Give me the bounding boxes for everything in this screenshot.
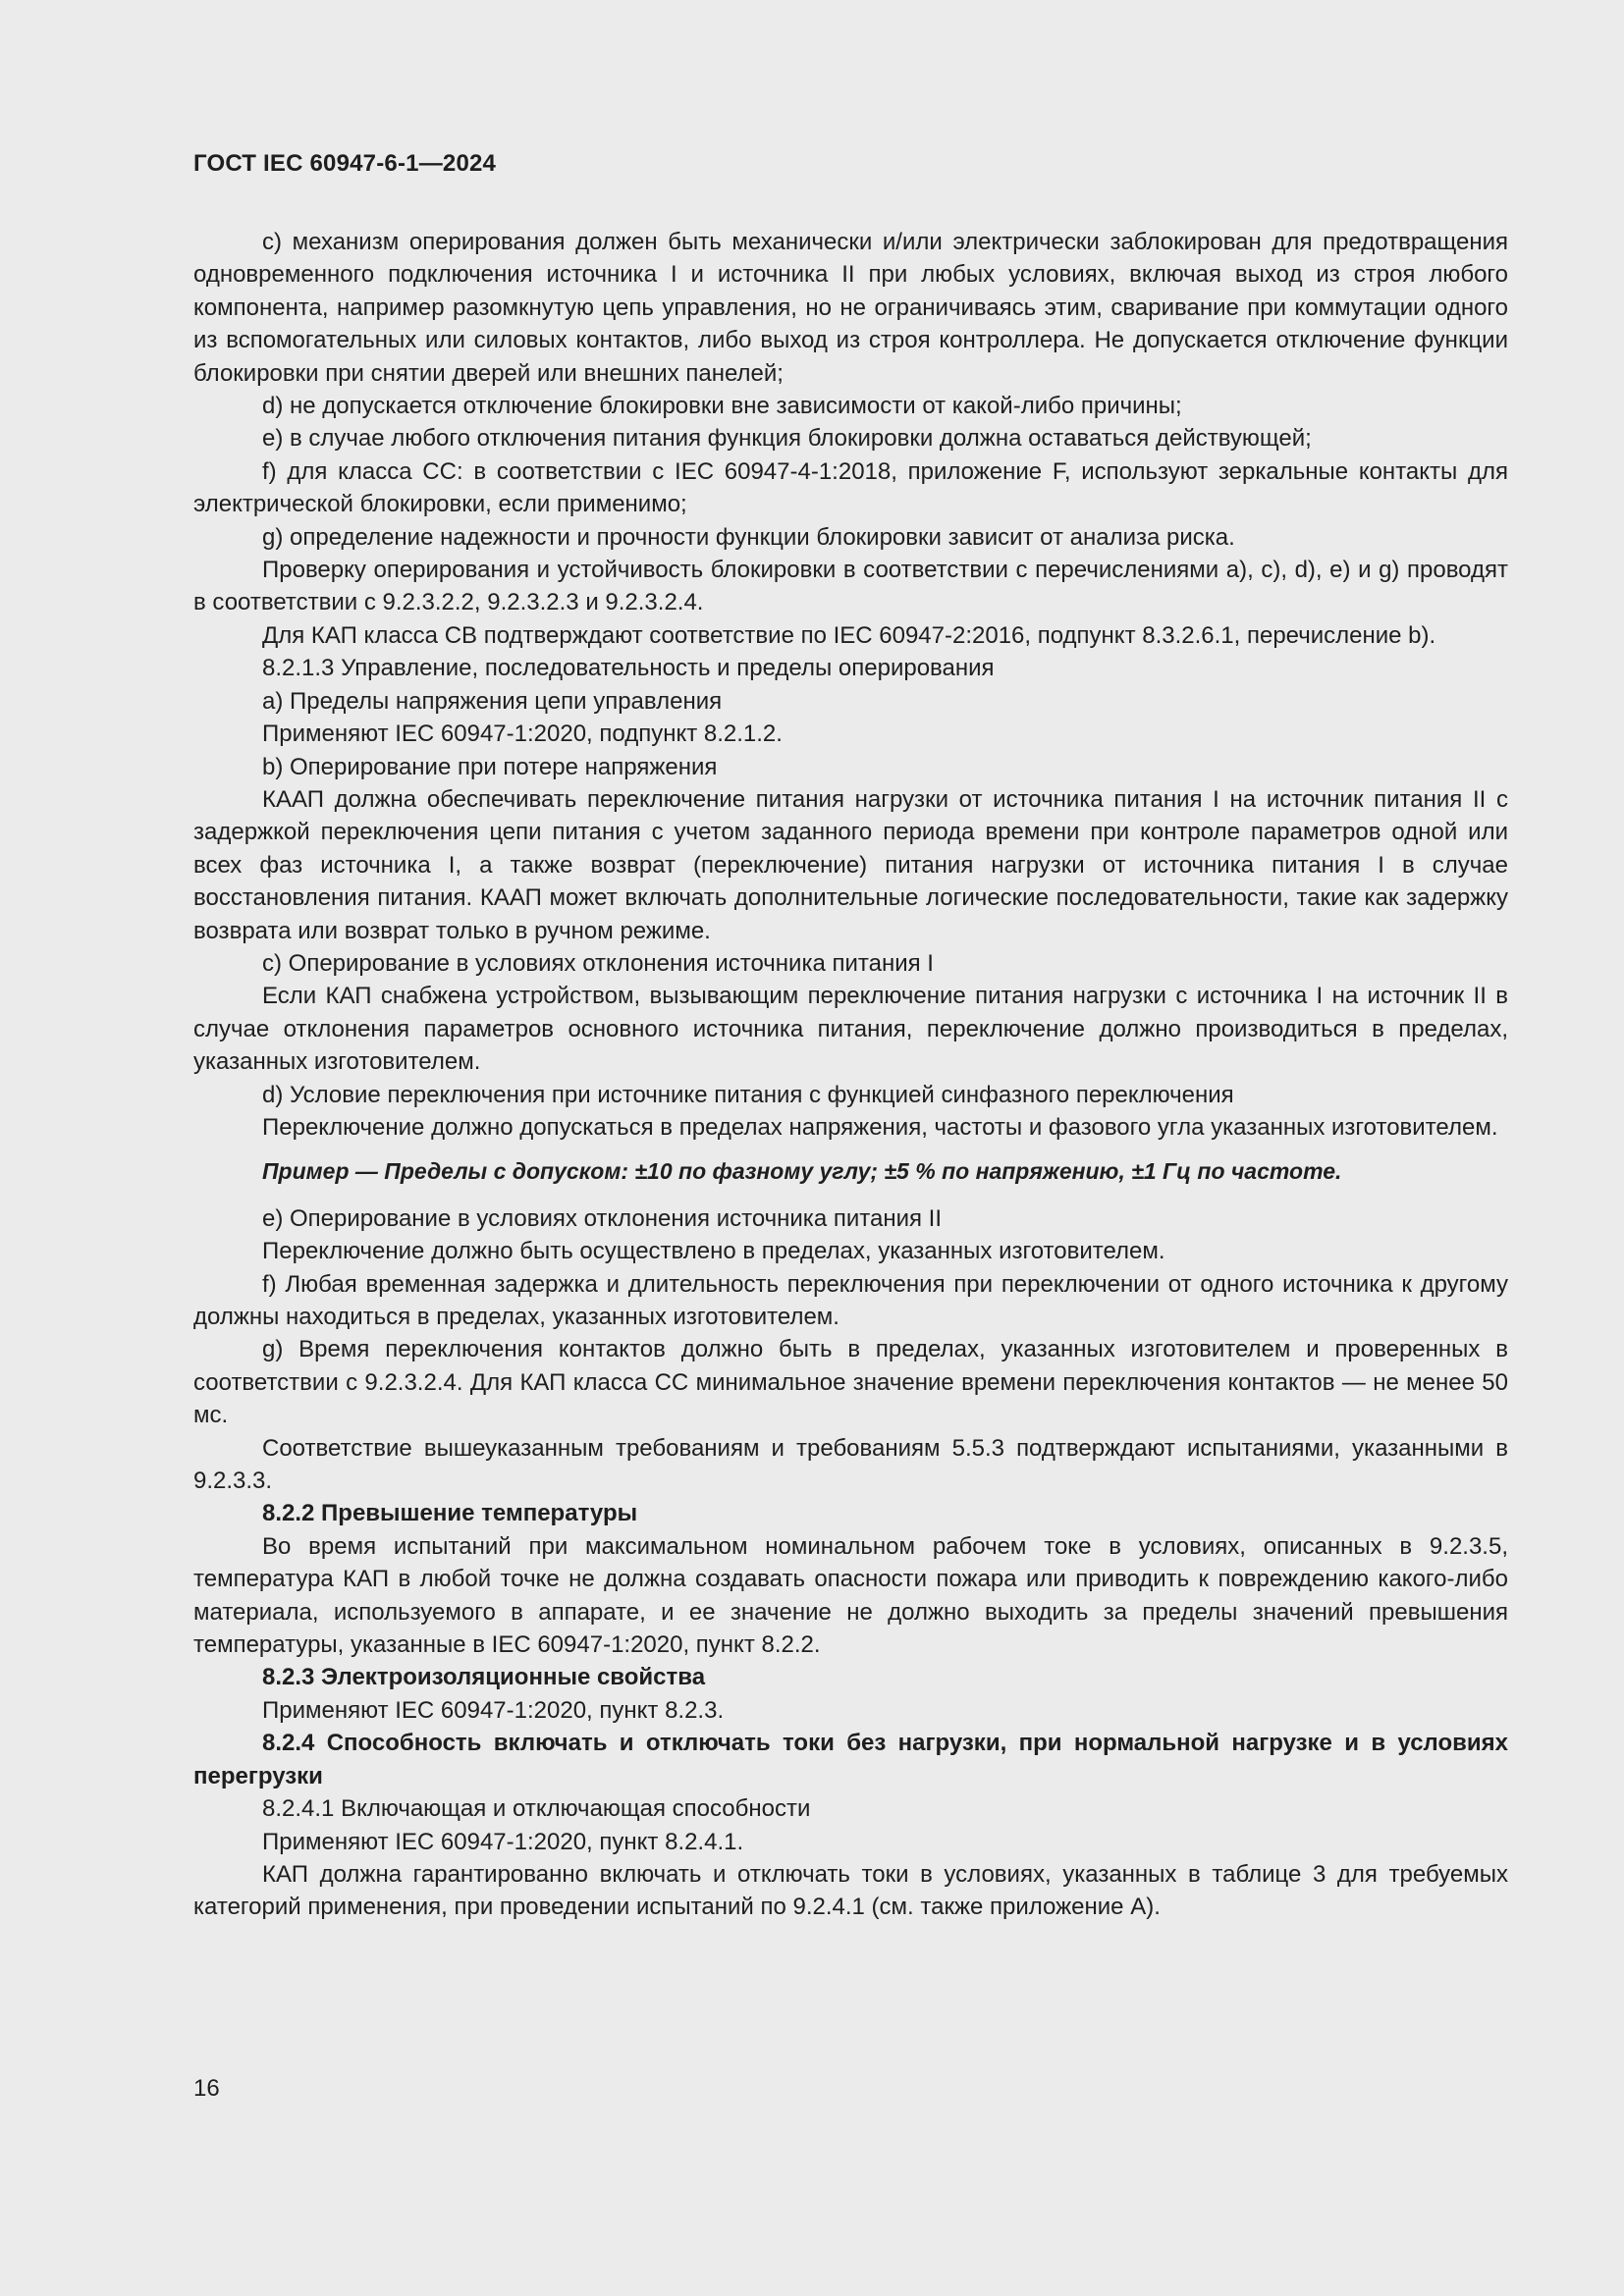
paragraph-kap-device: Если КАП снабжена устройством, вызывающим переключение питания нагрузки с источника I на источник II в случае отклонения параметров основного источника питания, переключение должно производиться в пределах, указанных изготовителем. bbox=[193, 983, 1508, 1076]
paragraph-kaap-switching: КААП должна обеспечивать переключение питания нагрузки от источника питания I на источник питания II с задержкой переключения цепи питания с учетом заданного периода времени при контроле параметров одной или всех фаз источника I, а также возврат (переключение) питания нагрузки от источника питания I в случае восстановления питания. КААП может включать дополнительные логические последовательности, такие как задержку возврата или возврат только в ручном режиме. bbox=[193, 785, 1508, 944]
list-item-g: g) определение надежности и прочности функции блокировки зависит от анализа риска. bbox=[262, 523, 1235, 551]
paragraph-apply-8-2-3: Применяют IEC 60947-1:2020, пункт 8.2.3. bbox=[262, 1696, 725, 1724]
list-item-e-source-ii-deviation: e) Оперирование в условиях отклонения источника питания II bbox=[262, 1204, 942, 1232]
list-item-c-source-i-deviation: c) Оперирование в условиях отклонения источника питания I bbox=[262, 949, 934, 977]
paragraph-apply-8-2-1-2: Применяют IEC 60947-1:2020, подпункт 8.2.1.2. bbox=[262, 721, 783, 748]
list-item-g-contact-time: g) Время переключения контактов должно быть в пределах, указанных изготовителем и проверенных в соответствии с 9.2.3.2.4. Для КАП класса CC минимальное значение времени переключения контактов — не менее 50 мс. bbox=[193, 1336, 1508, 1429]
list-item-f: f) для класса CC: в соответствии с IEC 60947-4-1:2018, приложение F, используют зеркальные контакты для электрической блокировки, если применимо; bbox=[193, 457, 1508, 518]
paragraph-verification: Проверку оперирования и устойчивость блокировки в соответствии с перечислениями a), c), d), e) и g) проводят в соответствии с 9.2.3.2.2, 9.2.3.2.3 и 9.2.3.2.4. bbox=[193, 557, 1508, 616]
list-item-d: d) не допускается отключение блокировки вне зависимости от какой-либо причины; bbox=[262, 393, 1182, 420]
paragraph-switching-within-limits: Переключение должно быть осуществлено в пределах, указанных изготовителем. bbox=[262, 1238, 1165, 1265]
document-header: ГОСТ IEC 60947-6-1—2024 bbox=[193, 150, 497, 177]
clause-8-2-2-heading: 8.2.2 Превышение температуры bbox=[262, 1500, 638, 1527]
subclause-8-2-4-1: 8.2.4.1 Включающая и отключающая способности bbox=[262, 1795, 811, 1823]
list-item-e: e) в случае любого отключения питания функция блокировки должна оставаться действующей; bbox=[262, 425, 1312, 453]
list-item-a-voltage-limits: a) Пределы напряжения цепи управления bbox=[262, 687, 723, 715]
list-item-b-voltage-loss: b) Оперирование при потере напряжения bbox=[262, 753, 718, 780]
clause-8-2-3-heading: 8.2.3 Электроизоляционные свойства bbox=[262, 1664, 706, 1691]
page-number: 16 bbox=[193, 2075, 220, 2102]
paragraph-switching-limits: Переключение должно допускаться в пределах напряжения, частоты и фазового угла указанных изготовителем. bbox=[262, 1113, 1498, 1141]
page-body bbox=[193, 226, 1508, 1924]
subclause-8-2-1-3: 8.2.1.3 Управление, последовательность и пределы оперирования bbox=[262, 655, 995, 682]
example-note: Пример — Пределы с допуском: ±10 по фазному углу; ±5 % по напряжению, ±1 Гц по частоте. bbox=[262, 1158, 1342, 1185]
paragraph-class-cb: Для КАП класса CB подтверждают соответствие по IEC 60947-2:2016, подпункт 8.3.2.6.1, перечисление b). bbox=[262, 621, 1436, 649]
list-item-f-time-delay: f) Любая временная задержка и длительность переключения при переключении от одного источника к другому должны находиться в пределах, указанных изготовителем. bbox=[193, 1270, 1508, 1330]
list-item-d-in-phase: d) Условие переключения при источнике питания с функцией синфазного переключения bbox=[262, 1081, 1234, 1108]
paragraph-making-breaking: КАП должна гарантированно включать и отключать токи в условиях, указанных в таблице 3 для требуемых категорий применения, при проведении испытаний по 9.2.4.1 (см. также приложение А). bbox=[193, 1860, 1508, 1921]
clause-8-2-4-heading: 8.2.4 Способность включать и отключать токи без нагрузки, при нормальной нагрузке и в условиях перегрузки bbox=[193, 1730, 1508, 1789]
paragraph-apply-8-2-4-1: Применяют IEC 60947-1:2020, пункт 8.2.4.1. bbox=[262, 1828, 744, 1855]
list-item-c-interlock: c) механизм оперирования должен быть механически и/или электрически заблокирован для предотвращения одновременного подключения источника I и источника II при любых условиях, включая выход из строя любого компонента, например разомкнутую цепь управления, но не ограничиваясь этим, сваривание при коммутации одного из вспомогательных или силовых контактов, либо выход из строя контроллера. Не допускается отключение функции блокировки при снятии дверей или внешних панелей; bbox=[193, 229, 1508, 387]
paragraph-temperature: Во время испытаний при максимальном номинальном рабочем токе в условиях, описанных в 9.2.3.5, температура КАП в любой точке не должна создавать опасности пожара или приводить к повреждению какого-либо материала, используемого в аппарате, и ее значение не должно выходить за пределы значений превышения температуры, указанные в IEC 60947-1:2020, пункт 8.2.2. bbox=[193, 1532, 1508, 1659]
paragraph-compliance: Соответствие вышеуказанным требованиям и требованиям 5.5.3 подтверждают испытаниями, указанными в 9.2.3.3. bbox=[193, 1434, 1508, 1495]
